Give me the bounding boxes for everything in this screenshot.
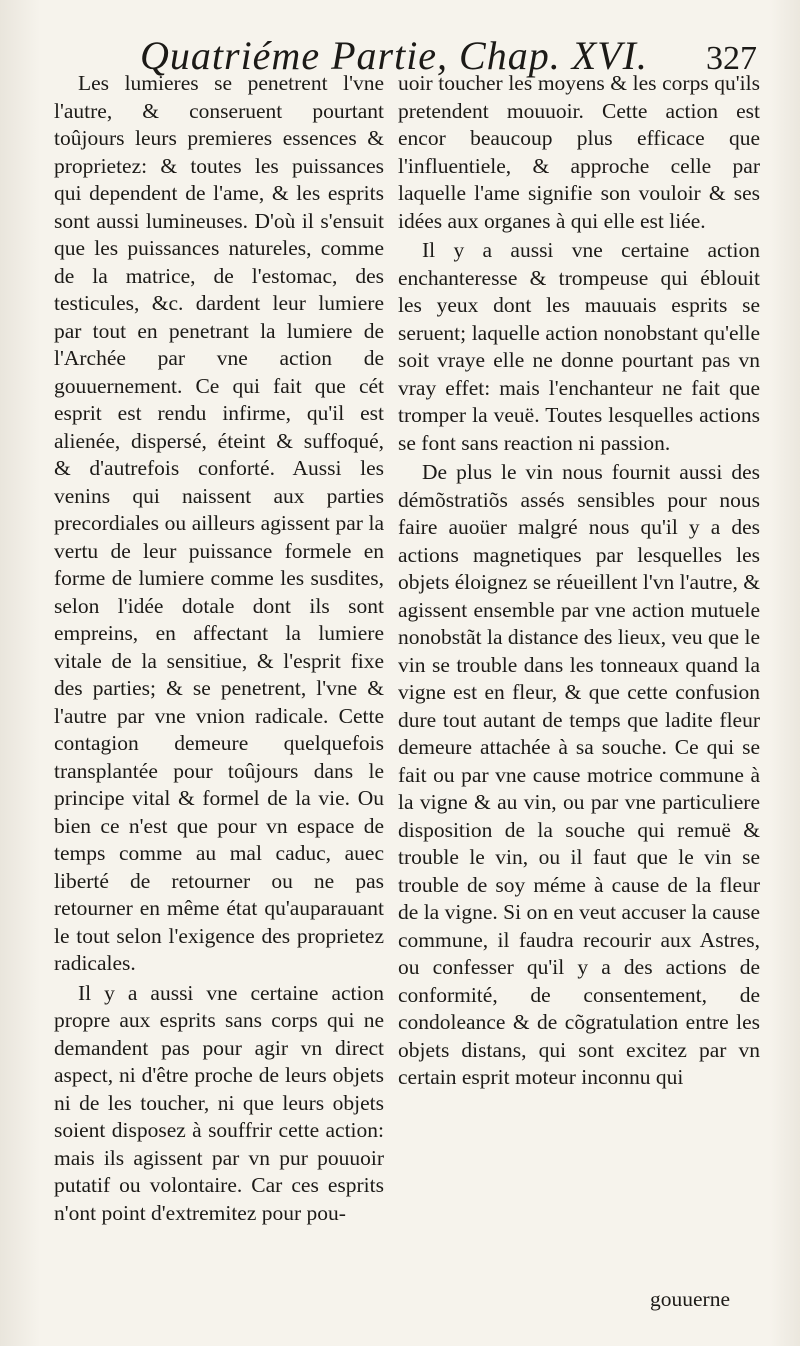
paragraph: De plus le vin nous fournit aussi des démõstratiõs assés sensibles pour nous faire auoüer malgré nous qu'il y a des actions magnetiques par lesquelles les objets éloignez se réueillent l'vn l'autre, & agissent ensemble par vne action mutuele nonobstãt la distance des lieux, veu que le vin se trouble dans les tonneaux quand la vigne est en fleur, & que cette confusion dure tout autant de temps que ladite fleur demeure attachée à sa souche. Ce qui se fait ou par vne cause motrice commune à la vigne & au vin, ou par vne particuliere disposition de la souche qui remuë & trouble le vin, ou il faut que le vin se trouble de soy méme à cause de la fleur de la vigne. Si on en veut accuser la cause commune, il faudra recourir aux Astres, ou confesser qu'il y a des actions de conformité, de consentement, de condoleance & de cõgratulation entre les objets distans, qui sont excitez par vn certain esprit moteur inconnu qui — [398, 460, 760, 1089]
paragraph: Les lumieres se penetrent l'vne l'autre, & conseruent pourtant toûjours leurs premieres essences & proprietez: & toutes les puissances qui dependent de l'ame, & les esprits sont aussi lumineuses. D'où il s'ensuit que les puissances natureles, comme de la matrice, de l'estomac, des testicules, &c. dardent leur lumiere par tout en penetrant la lumiere de l'Archée par vne action de gouuernement. Ce qui fait que cét esprit est rendu infirme, qu'il est alienée, dispersé, éteint & suffoqué, & d'autrefois conforté. Aussi les venins qui naissent aux parties precordiales ou ailleurs agissent par la vertu de leur puissance formele en forme de lumiere comme les susdites, selon l'idée dotale dont ils sont empreins, en affectant la lumiere vitale de la sensitiue, & l'esprit fixe des parties; & se penetrent, l'vne & l'autre par vne vnion radicale. Cette contagion demeure quelquefois transplantée pour toûjours dans le principe vital & formel de la vie. Ou bien ce n'est que pour vn espace de temps comme au mal caduc, auec liberté de retourner ou ne pas retourner en même état qu'auparauant le tout selon l'exigence des proprietez radicales. — [54, 71, 384, 975]
right-column — [398, 70, 760, 1092]
paragraph: uoir toucher les moyens & les corps qu'ils pretendent mouuoir. Cette action est encor beaucoup plus efficace que l'influentiele, & approche celle par laquelle l'ame signifie son vouloir & ses idées aux organes à qui elle est liée. — [398, 71, 760, 233]
page-number: 327 — [706, 40, 757, 77]
catchword: gouuerne — [650, 1287, 730, 1311]
running-head: Quatriéme Partie, Chap. XVI. — [140, 33, 648, 78]
paragraph: Il y a aussi vne certaine action propre aux esprits sans corps qui ne demandent pas pour agir vn direct aspect, ni d'être proche de leurs objets ni de les toucher, ni que leurs objets soient disposez à souffrir cette action: mais ils agissent par vn pur pouuoir putatif ou volontaire. Car ces esprits n'ont point d'extremitez pour pou- — [54, 980, 384, 1225]
left-column — [54, 70, 384, 1227]
paragraph: Il y a aussi vne certaine action enchanteresse & trompeuse qui éblouit les yeux dont les mauuais esprits se seruent; laquelle action nonobstant qu'elle soit vraye elle ne donne pourtant pas vn vray effet: mais l'enchanteur ne fait que tromper la veuë. Toutes lesquelles actions se font sans reaction ni passion. — [398, 238, 760, 455]
